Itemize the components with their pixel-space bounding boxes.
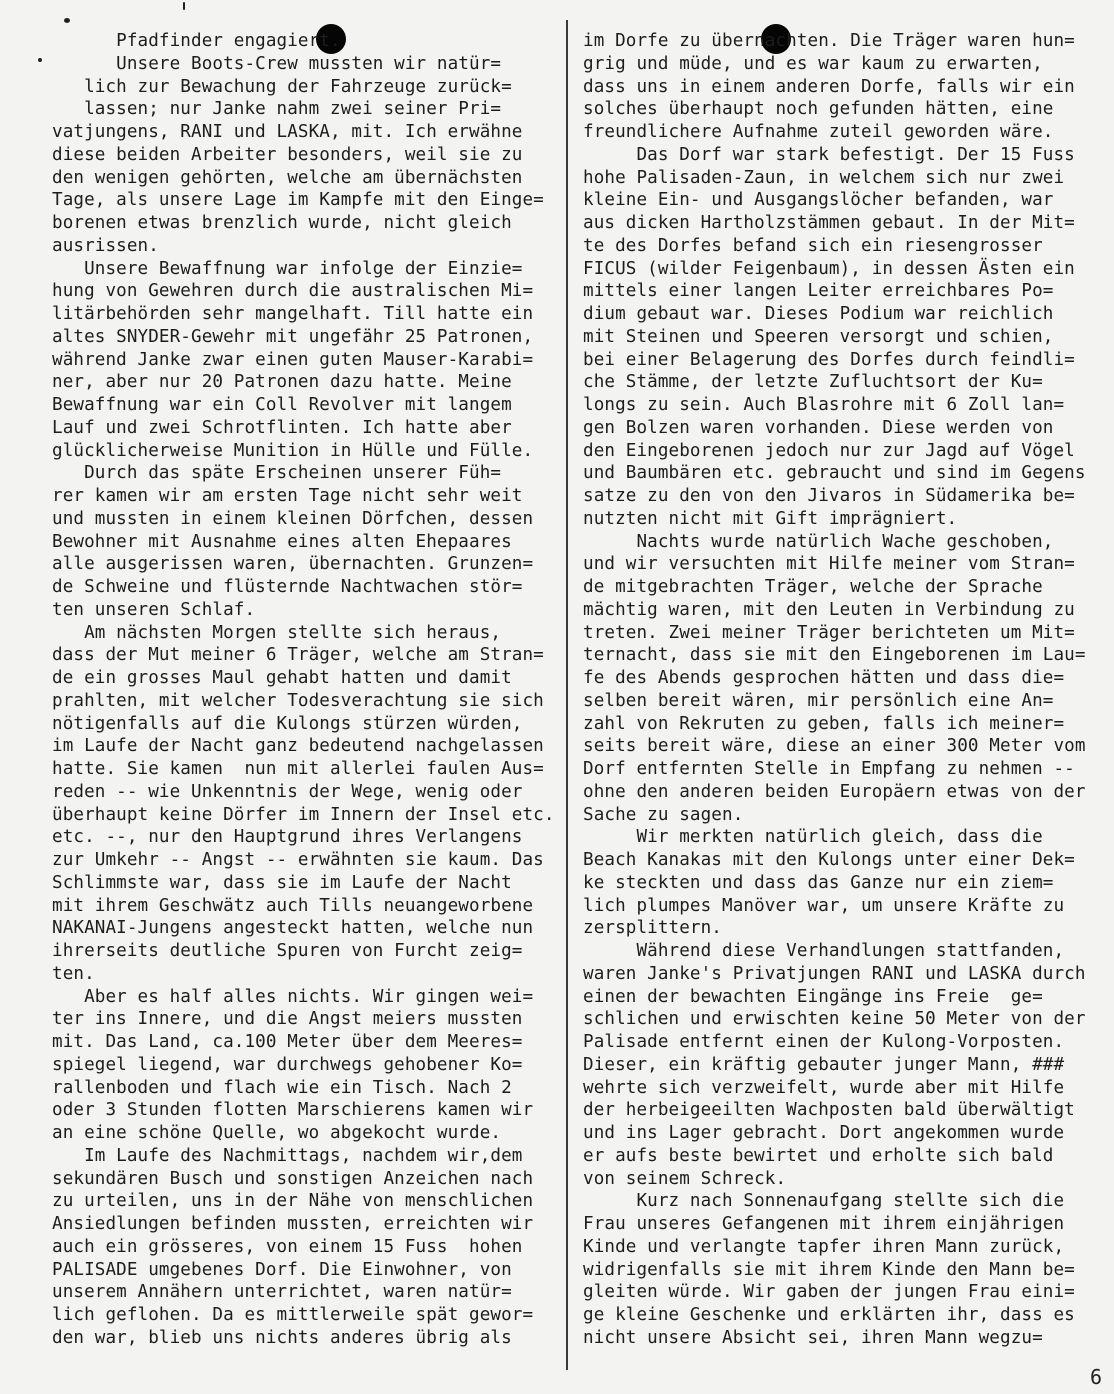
- text-line: ihrerseits deutliche Spuren von Furcht zeig=: [52, 941, 523, 961]
- text-line: ke steckten und dass das Ganze nur ein ziem=: [583, 872, 1054, 893]
- text-line: und mussten in einem kleinen Dörfchen, dessen: [52, 508, 534, 529]
- text-line: Das Dorf war stark befestigt. Der 15 Fuss: [583, 144, 1075, 165]
- text-line: Am nächsten Morgen stellte sich heraus,: [52, 622, 502, 643]
- text-line: lassen; nur Janke nahm zwei seiner Pri=: [52, 99, 502, 120]
- text-line: den war, blieb uns nichts anderes übrig als: [52, 1327, 512, 1348]
- text-line: den Eingeborenen jedoch nur zur Jagd auf Vögel: [583, 440, 1075, 461]
- text-line: dass der Mut meiner 6 Träger, welche am Stran=: [52, 645, 544, 666]
- text-line: Sache zu sagen.: [583, 804, 744, 825]
- text-line: hatte. Sie kamen nun mit allerlei faulen Aus=: [52, 759, 544, 779]
- text-line: satze zu den von den Jivaros in Südamerika be=: [583, 486, 1075, 506]
- text-line: dium gebaut war. Dieses Podium war reichlich: [583, 304, 1054, 324]
- text-line: kleine Ein- und Ausgangslöcher befanden, war: [583, 190, 1054, 211]
- text-line: lich zur Bewachung der Fahrzeuge zurück=: [52, 76, 512, 97]
- text-line: lich geflohen. Da es mittlerweile spät gewor=: [52, 1305, 534, 1325]
- text-line: Kurz nach Sonnenaufgang stellte sich die: [583, 1191, 1065, 1212]
- text-line: Bewohner mit Ausnahme eines alten Ehepaares: [52, 531, 512, 552]
- text-line: an eine schöne Quelle, wo abgekocht wurde.: [52, 1123, 502, 1143]
- text-line: überhaupt keine Dörfer im Innern der Insel etc.: [52, 804, 555, 825]
- text-line: nicht unsere Absicht sei, ihren Mann wegzu=: [583, 1327, 1043, 1348]
- text-line: vatjungens, RANI und LASKA, mit. Ich erwähne: [52, 122, 523, 142]
- ink-speck: [38, 58, 42, 62]
- text-line: im Laufe der Nacht ganz bedeutend nachgelassen: [52, 736, 544, 757]
- text-line: oder 3 Stunden flotten Marschierens kamen wir: [52, 1100, 534, 1121]
- text-line: freundlichere Aufnahme zuteil geworden wäre.: [583, 122, 1054, 142]
- text-line: Pfadfinder engagiert.: [52, 31, 341, 51]
- text-line: gleiten würde. Wir gaben der jungen Frau eini=: [583, 1282, 1075, 1303]
- text-line: reden -- wie Unkenntnis der Wege, wenig oder: [52, 781, 523, 802]
- text-line: wehrte sich verzweifelt, wurde aber mit Hilfe: [583, 1077, 1065, 1098]
- text-line: Beach Kanakas mit den Kulongs unter einer Dek=: [583, 850, 1075, 870]
- text-line: treten. Zwei meiner Träger berichteten um Mit=: [583, 622, 1075, 643]
- text-line: mächtig waren, mit den Leuten in Verbindung zu: [583, 599, 1075, 620]
- text-line: und ins Lager gebracht. Dort angekommen wurde: [583, 1123, 1065, 1143]
- text-line: mit. Das Land, ca.100 Meter über dem Meeres=: [52, 1032, 523, 1052]
- text-line: dass uns in einem anderen Dorfe, falls wir ein: [583, 76, 1075, 97]
- left-column: [52, 30, 562, 1350]
- text-line: widrigenfalls sie mit ihrem Kinde den Mann be=: [583, 1259, 1075, 1280]
- text-line: borenen etwas brenzlich wurde, nicht gleich: [52, 213, 512, 233]
- text-line: bei einer Belagerung des Dorfes durch feindli=: [583, 349, 1075, 370]
- text-line: gen Bolzen waren vorhanden. Diese werden von: [583, 417, 1054, 438]
- text-line: alle ausgerissen waren, übernachten. Grunzen=: [52, 554, 534, 575]
- column-divider: [566, 20, 568, 1370]
- text-line: und wir versuchten mit Hilfe meiner vom Stran=: [583, 554, 1075, 575]
- text-line: ausrissen.: [52, 235, 159, 256]
- text-line: ner, aber nur 20 Patronen dazu hatte. Meine: [52, 372, 512, 393]
- text-line: longs zu sein. Auch Blasrohre mit 6 Zoll lan=: [583, 395, 1065, 415]
- text-line: Im Laufe des Nachmittags, nachdem wir,dem: [52, 1145, 523, 1166]
- text-line: Ansiedlungen befinden mussten, erreichten wir: [52, 1214, 534, 1234]
- text-line: grig und müde, und es war kaum zu erwarten,: [583, 53, 1043, 74]
- text-line: seits bereit wäre, diese an einer 300 Meter vom: [583, 736, 1086, 757]
- text-line: ge kleine Geschenke und erklärten ihr, dass es: [583, 1305, 1075, 1325]
- text-line: NAKANAI-Jungens angesteckt hatten, welche nun: [52, 918, 534, 939]
- text-line: Palisade entfernt einen der Kulong-Vorposten.: [583, 1032, 1065, 1052]
- text-line: Schlimmste war, dass sie im Laufe der Nacht: [52, 872, 512, 893]
- text-line: Dieser, ein kräftig gebauter junger Mann, ###: [583, 1054, 1065, 1075]
- text-line: de ein grosses Maul gehabt hatten und damit: [52, 668, 512, 688]
- text-line: mittels einer langen Leiter erreichbares Po=: [583, 281, 1054, 302]
- text-line: zur Umkehr -- Angst -- erwähnten sie kaum. Das: [52, 850, 544, 870]
- text-line: Frau unseres Gefangenen mit ihrem einjährigen: [583, 1214, 1065, 1234]
- ink-speck: [183, 2, 185, 10]
- ink-speck: [64, 18, 70, 23]
- text-line: von seinem Schreck.: [583, 1168, 787, 1189]
- text-line: und Baumbären etc. gebraucht und sind im Gegens: [583, 463, 1086, 484]
- text-line: Bewaffnung war ein Coll Revolver mit langem: [52, 395, 512, 415]
- text-line: im Dorfe zu übernachten. Die Träger waren hun=: [583, 31, 1075, 51]
- text-line: den wenigen gehörten, welche am übernächsten: [52, 167, 523, 188]
- text-line: zersplittern.: [583, 918, 723, 939]
- text-line: Kinde und verlangte tapfer ihren Mann zurück,: [583, 1236, 1065, 1257]
- text-line: einen der bewachten Eingänge ins Freie ge=: [583, 986, 1043, 1007]
- text-line: schlichen und erwischten keine 50 Meter von der: [583, 1009, 1086, 1030]
- text-line: ohne den anderen beiden Europäern etwas von der: [583, 781, 1086, 802]
- text-line: mit Steinen und Speeren versorgt und schien,: [583, 326, 1054, 347]
- text-line: Wir merkten natürlich gleich, dass die: [583, 827, 1043, 848]
- text-line: selben bereit wären, mir persönlich eine An=: [583, 690, 1054, 711]
- text-line: er aufs beste bewirtet und erholte sich bald: [583, 1145, 1054, 1166]
- text-line: während Janke zwar einen guten Mauser-Karabi=: [52, 349, 534, 370]
- text-line: prahlten, mit welcher Todesverachtung sie sich: [52, 690, 544, 711]
- text-line: Durch das späte Erscheinen unserer Füh=: [52, 463, 502, 484]
- text-line: rallenboden und flach wie ein Tisch. Nach 2: [52, 1077, 512, 1098]
- text-line: de mitgebrachten Träger, welche der Sprache: [583, 577, 1043, 597]
- text-line: mit ihrem Geschwätz auch Tills neuangeworbene: [52, 895, 534, 916]
- text-line: zahl von Rekruten zu geben, falls ich meiner=: [583, 713, 1065, 734]
- text-line: aus dicken Hartholzstämmen gebaut. In der Mit=: [583, 213, 1075, 233]
- text-line: PALISADE umgebenes Dorf. Die Einwohner, von: [52, 1259, 512, 1280]
- text-line: ter ins Innere, und die Angst meiers mussten: [52, 1009, 523, 1030]
- text-line: glücklicherweise Munition in Hülle und Fülle.: [52, 440, 534, 461]
- text-line: nötigenfalls auf die Kulongs stürzen würden,: [52, 713, 523, 734]
- text-line: sekundären Busch und sonstigen Anzeichen nach: [52, 1168, 534, 1189]
- text-line: Unsere Boots-Crew mussten wir natür=: [52, 53, 502, 74]
- text-line: altes SNYDER-Gewehr mit ungefähr 25 Patronen,: [52, 326, 534, 347]
- text-line: lich plumpes Manöver war, um unsere Kräfte zu: [583, 895, 1065, 916]
- text-line: solches überhaupt noch gefunden hätten, eine: [583, 99, 1054, 120]
- text-line: diese beiden Arbeiter besonders, weil sie zu: [52, 144, 523, 165]
- text-line: Unsere Bewaffnung war infolge der Einzie=: [52, 258, 523, 279]
- text-line: ternacht, dass sie mit den Eingeborenen im Lau=: [583, 645, 1086, 666]
- text-line: auch ein grösseres, von einem 15 Fuss hohen: [52, 1236, 523, 1257]
- text-line: Dorf entfernten Stelle in Empfang zu nehmen --: [583, 759, 1075, 779]
- text-line: litärbehörden sehr mangelhaft. Till hatte ein: [52, 304, 534, 324]
- text-line: FICUS (wilder Feigenbaum), in dessen Ästen ein: [583, 258, 1075, 279]
- text-line: te des Dorfes befand sich ein riesengrosser: [583, 235, 1043, 256]
- text-line: spiegel liegend, war durchwegs gehobener Ko=: [52, 1054, 523, 1075]
- text-line: Lauf und zwei Schrotflinten. Ich hatte aber: [52, 417, 512, 438]
- text-line: Tage, als unsere Lage im Kampfe mit den Einge=: [52, 190, 544, 211]
- page-number: 6: [1089, 1365, 1102, 1389]
- text-line: etc. --, nur den Hauptgrund ihres Verlangens: [52, 827, 523, 848]
- text-line: ten.: [52, 963, 95, 984]
- right-column: [583, 30, 1111, 1350]
- text-line: fe des Abends gesprochen hätten und dass die=: [583, 668, 1065, 688]
- text-line: Während diese Verhandlungen stattfanden,: [583, 941, 1065, 961]
- text-line: nutzten nicht mit Gift imprägniert.: [583, 508, 958, 529]
- text-line: unserem Annähern unterrichtet, waren natür=: [52, 1282, 512, 1303]
- text-line: Nachts wurde natürlich Wache geschoben,: [583, 531, 1054, 552]
- text-line: zu urteilen, uns in der Nähe von menschlichen: [52, 1191, 534, 1212]
- text-line: hohe Palisaden-Zaun, in welchem sich nur zwei: [583, 167, 1065, 188]
- text-line: che Stämme, der letzte Zufluchtsort der Ku=: [583, 372, 1043, 393]
- text-line: rer kamen wir am ersten Tage nicht sehr weit: [52, 486, 523, 506]
- text-line: de Schweine und flüsternde Nachtwachen stör=: [52, 577, 523, 597]
- text-line: waren Janke's Privatjungen RANI und LASKA durch: [583, 963, 1086, 984]
- text-line: hung von Gewehren durch die australischen Mi=: [52, 281, 534, 302]
- text-line: der herbeigeeilten Wachposten bald überwältigt: [583, 1100, 1075, 1121]
- text-line: ten unseren Schlaf.: [52, 599, 256, 620]
- text-line: Aber es half alles nichts. Wir gingen wei=: [52, 986, 534, 1007]
